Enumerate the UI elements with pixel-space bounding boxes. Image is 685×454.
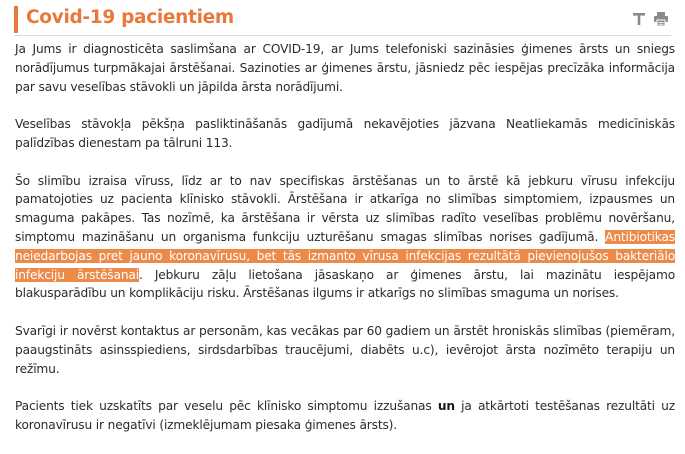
article-tools <box>631 11 669 27</box>
recovery-bold-word: un <box>437 399 455 414</box>
header-divider <box>14 35 671 36</box>
recovery-text-continued: ja atkārtoti testēšanas rezultāti uz koronavīrusu ir negatīvi (izmeklējumam piesaka ģimenes ārsts). <box>15 399 676 432</box>
treatment-text-continued: . Jebkuru zāļu lietošana jāsaskaņo ar ģimenes ārstu, lai mazinātu iespējamo blakusparādību un komplikāciju risku. Ārstēšanas ilgums ir atkarīgs no slimības smaguma un norises. <box>15 267 676 301</box>
paragraph-treatment <box>15 172 675 304</box>
title-accent-bar <box>14 6 18 33</box>
article-body <box>15 40 675 454</box>
paragraph-emergency: Veselības stāvokļa pēkšņa pasliktināšanās gadījumā nekavējoties jāzvana Neatliekamās medicīniskās palīdzības dienestam pa tālruni 113. <box>15 117 675 150</box>
page-title: Covid-19 pacientiem <box>26 7 234 28</box>
paragraph-contacts: Svarīgi ir novērst kontaktus ar personām, kas vecākas par 60 gadiem un ārstēt hroniskās slimības (piemēram, paaugstināts asinsspiediens, sirdsdarbības traucējumi, diabēts u.c), ievērojot ārsta nozīmēto terapiju un režīmu. <box>15 323 675 376</box>
paragraph-recovery <box>15 397 675 435</box>
print-icon[interactable] <box>653 11 669 27</box>
page-header <box>0 0 685 36</box>
highlighted-antibiotics-text: Antibiotikas neiedarbojas pret jauno koronavīrusu, bet tās izmanto vīrusa infekcijas rezultātā pievienojušos bakteriālo infekciju ārstēšanai <box>15 229 675 282</box>
treatment-text: Šo slimību izraisa vīruss, līdz ar to nav specifiskas ārstēšanas un to ārstē kā jebkuru vīrusu infekciju pamatojoties uz pacienta klīnisko stāvokli. Ārstēšana ir atkarīga no slimības simptomiem, izpausmes un smaguma pakāpes. Tas nozīmē, ka ārstēšana ir vērsta uz slimības radīto veselības problēmu novēršanu, simptomu mazināšanu un organisma funkciju uzturēšanu smagas slimības norises gadījumā. <box>15 173 675 244</box>
paragraph-diagnosis: Ja Jums ir diagnosticēta saslimšana ar COVID-19, ar Jums telefoniski sazināsies ģimenes ārsts un sniegs norādījumus turpmākajai ārstēšanai. Sazinoties ar ģimenes ārstu, jāsniedz pēc iespējas precīzāka informācija par savu veselības stāvokli un jāpilda ārsta norādījumi. <box>15 42 675 94</box>
text-size-icon[interactable] <box>631 11 647 27</box>
recovery-text: Pacients tiek uzskatīts par veselu pēc klīnisko simptomu izzušanas <box>15 399 438 414</box>
